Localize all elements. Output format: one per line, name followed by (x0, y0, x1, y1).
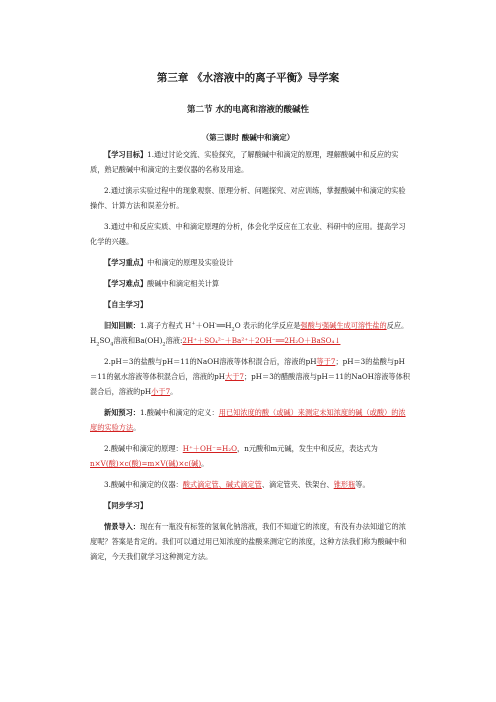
intro-text: 现在有一瓶没有标签的氢氧化钠溶液，我们不知道它的浓度，有没有办法知道它的浓度呢？答案是肯定的。我们可以通过用已知浓度的盐酸来测定它的浓度，这种方法我们称为酸碱中和滴定，今天我们就学习这种测定方法。 (90, 522, 407, 561)
q1-sub: 2 (231, 326, 235, 333)
objective-item-1 (90, 147, 410, 177)
chapter-title: 第三章 《水溶液中的离子平衡》导学案 (156, 72, 340, 84)
q1-text-g: 溶液和Ba(OH) (113, 336, 163, 345)
p3-text-c: 等。 (355, 480, 370, 489)
key-point-label: 【学习重点】 (104, 258, 148, 267)
p2-text-c: 。 (201, 459, 209, 468)
q2-text-b: ；pH＝3的盐酸与pH＝11的氨水溶液等体积混合后，溶液的pH (90, 357, 405, 381)
preview-question-1 (90, 405, 410, 435)
preview-question-3 (90, 477, 410, 492)
answer-p2-1: H⁺＋OH⁻=H₂O (182, 444, 238, 453)
answer-p1: 用已知浓度的酸（或碱）来测定未知浓度的碱（或酸）的浓度的实验方法 (90, 408, 406, 432)
objective-item-2: 2.通过演示实验过程中的现象观察、原理分析、问题探究、对应训练，掌握酸碱中和滴定的实验操作、计算方法和误差分析。 (90, 186, 406, 210)
q1-text-h: 溶液: (165, 336, 183, 345)
self-study-label: 【自主学习】 (104, 300, 148, 309)
answer-q2-3: 小于7 (151, 387, 171, 396)
answer-q1-equation: 2H⁺＋SO₄²⁻＋Ba²⁺＋2OH⁻══2H₂O＋BaSO₄↓ (182, 336, 341, 345)
q1-text-e: 反应。H (90, 321, 409, 345)
q1-text-a: 1.离子方程式 H (139, 321, 192, 330)
intro-label: 情景导入： (104, 522, 140, 531)
worksheet-body (90, 147, 410, 564)
answer-q2-1: 等于7 (316, 357, 336, 366)
preview-question-2 (90, 441, 410, 471)
q2-text-c: ；pH＝3的醋酸溶液与pH＝11的NaOH溶液等体积混合后，溶液的pH (90, 372, 410, 396)
p1-text-a: 1.酸碱中和滴定的定义： (139, 408, 219, 417)
q2-text-d: 。 (170, 387, 178, 396)
answer-p3-2: 锥形瓶 (333, 480, 356, 489)
key-point-text: 中和滴定的原理及实验设计 (147, 258, 234, 267)
review-question-2 (90, 354, 410, 399)
review-question-1: 旧知回顾：1.离子方程式 $H^++OH^-══H_2O$ 表示的化学反应是强酸与强碱生成可溶性盐的反应。$H_2SO_4$溶液和$Ba(OH)_2$溶液:2H⁺＋SO₄²⁻＋Ba²⁺＋2OH⁻══2H₂O＋BaSO₄↓ (90, 320, 409, 348)
review-label: 旧知回顾： (104, 321, 140, 330)
q1-text-b: ＋OH (195, 321, 215, 330)
p3-text-a: 3.酸碱中和滴定的仪器： (104, 480, 183, 489)
q1-text-f: SO (99, 336, 111, 345)
answer-p2-2: n×V(酸)×c(酸)=m×V(碱)×c(碱) (90, 459, 202, 468)
q2-text-a: 2.pH＝3的盐酸与pH＝11的NaOH溶液等体积混合后，溶液的pH (104, 357, 317, 366)
objectives-label: 【学习目标】 (104, 150, 148, 159)
q1-text-c: ══H (216, 321, 232, 330)
lesson-title: （第三课时 酸碱中和滴定） (201, 133, 295, 142)
key-point (90, 255, 410, 270)
p3-text-b: 、滴定管夹、铁架台、 (261, 480, 334, 489)
answer-p3-1: 酸式滴定管、碱式滴定管 (182, 480, 262, 489)
p2-text-b: ，n元酸和m元碱，发生中和反应，表达式为 (237, 444, 378, 453)
p2-text-a: 2.酸碱中和滴定的原理： (104, 444, 183, 453)
q1-sup-2: - (214, 320, 217, 327)
sync-study-label: 【同步学习】 (104, 501, 148, 510)
answer-q2-2: 大于7 (225, 372, 244, 381)
difficulty-text: 酸碱中和滴定相关计算 (147, 279, 220, 288)
p1-text-b: 。 (133, 423, 141, 432)
scenario-intro (90, 519, 410, 564)
answer-q1: 强酸与强碱生成可溶性盐的 (300, 321, 387, 330)
q1-text-d: O 表示的化学反应是 (234, 321, 301, 330)
preview-label: 新知预习： (104, 408, 140, 417)
difficulty-label: 【学习难点】 (104, 279, 148, 288)
section-title: 第二节 水的电离和溶液的酸碱性 (187, 105, 309, 115)
q1-sub-2: 2 (96, 341, 100, 348)
q1-sub-3: 2 (162, 341, 166, 348)
objective-item-3: 3.通过中和反应实质、中和滴定原理的分析，体会化学反应在工农业、科研中的应用。提高学习化学的兴趣。 (90, 222, 406, 246)
q1-sup-1: + (191, 320, 196, 327)
difficulty (90, 276, 410, 291)
objective-text-1: 1.通过讨论交流、实验探究，了解酸碱中和滴定的原理，理解酸碱中和反应的实质，熟记酸碱中和滴定的主要仪器的名称及用途。 (90, 150, 399, 174)
